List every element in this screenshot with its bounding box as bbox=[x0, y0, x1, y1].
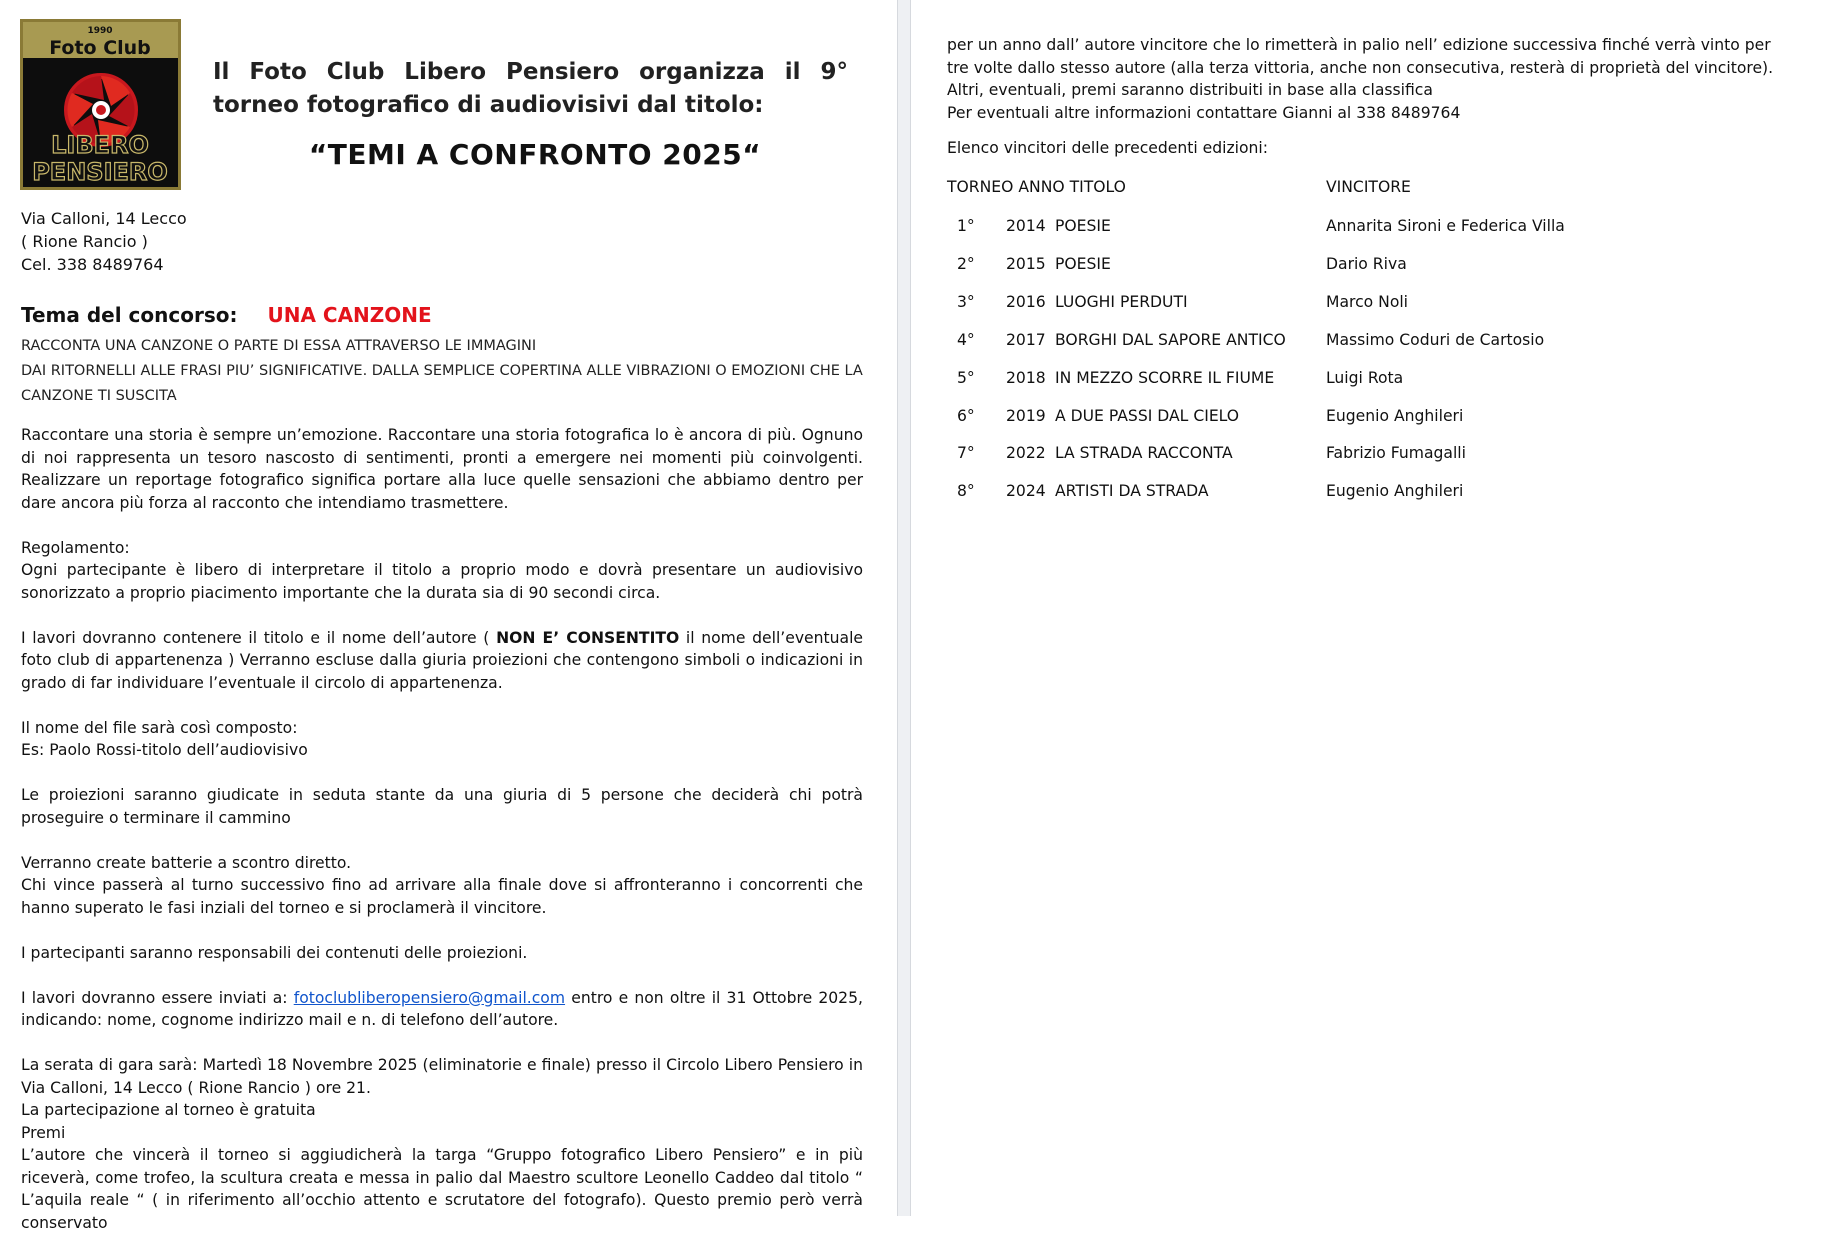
edition-winner: Massimo Coduri de Cartosio bbox=[1326, 331, 1545, 349]
foto-club-logo bbox=[20, 19, 181, 190]
send-text-a: I lavori dovranno essere inviati a: bbox=[21, 988, 294, 1007]
edition-number: 8° bbox=[957, 482, 975, 500]
edition-number: 5° bbox=[957, 369, 975, 387]
send-text-b: entro e non oltre il 31 Ottobre 2025, indicando: nome, cognome indirizzo mail e n. di telefono dell’autore. bbox=[21, 988, 863, 1029]
intro-paragraph: Raccontare una storia è sempre un’emozione. Raccontare una storia fotografica lo è ancora di più. Ognuno di noi rappresenta un tesoro nascosto di sentimenti, pronti a emergere nei momenti più coinvolgenti. Realizzare un reportage fotografico significa portare alla luce quelle sensazioni che abbiamo dentro per dare ancora più forza al racconto che intendiamo trasmettere. bbox=[21, 426, 863, 512]
edition-number: 1° bbox=[957, 217, 975, 235]
battles-line: Verranno create batterie a scontro diretto. bbox=[21, 853, 352, 872]
send-paragraph bbox=[21, 987, 863, 1032]
edition-winner: Eugenio Anghileri bbox=[1326, 407, 1464, 425]
winners-intro: Elenco vincitori delle precedenti edizioni: bbox=[947, 139, 1269, 157]
edition-title: LUOGHI PERDUTI bbox=[1055, 293, 1188, 311]
edition-title: IN MEZZO SCORRE IL FIUME bbox=[1055, 369, 1275, 387]
theme-desc-line: DAI RITORNELLI ALLE FRASI PIU’ SIGNIFICATIVE. DALLA SEMPLICE COPERTINA ALLE VIBRAZIONI O EMOZIONI CHE LA CANZONE TI SUSCITA bbox=[21, 363, 863, 404]
contact-line: Per eventuali altre informazioni contattare Gianni al 338 8489764 bbox=[947, 103, 1461, 122]
continuation-paragraph: per un anno dall’ autore vincitore che lo rimetterà in palio nell’ edizione successiva finché verrà vinto per tre volte dallo stesso autore (alla terza vittoria, anche non consecutiva, resterà di proprietà del vincitore). bbox=[947, 36, 1774, 77]
edition-year: 2015 bbox=[1006, 255, 1046, 273]
edition-number: 6° bbox=[957, 407, 975, 425]
edition-year: 2017 bbox=[1006, 331, 1046, 349]
logo-year: 1990 bbox=[87, 26, 113, 36]
logo-top-text: Foto Club bbox=[49, 37, 151, 59]
logo-line2: PENSIERO bbox=[32, 158, 168, 186]
edition-year: 2016 bbox=[1006, 293, 1046, 311]
edition-number: 4° bbox=[957, 331, 975, 349]
edition-winner: Eugenio Anghileri bbox=[1326, 482, 1464, 500]
left-body-text bbox=[21, 424, 863, 1234]
page-gutter bbox=[897, 0, 911, 1216]
edition-title: POESIE bbox=[1055, 255, 1111, 273]
logo-line1: LIBERO bbox=[51, 131, 149, 159]
file-title: Il nome del file sarà così composto: bbox=[21, 718, 298, 737]
free-line: La partecipazione al torneo è gratuita bbox=[21, 1101, 316, 1119]
theme-value: UNA CANZONE bbox=[267, 303, 432, 327]
edition-winner: Annarita Sironi e Federica Villa bbox=[1326, 217, 1565, 235]
edition-year: 2024 bbox=[1006, 482, 1046, 500]
edition-winner: Marco Noli bbox=[1326, 293, 1409, 311]
edition-winner: Dario Riva bbox=[1326, 255, 1407, 273]
table-header-right: VINCITORE bbox=[1326, 178, 1411, 196]
edition-year: 2022 bbox=[1006, 444, 1046, 462]
email-link[interactable]: fotoclubliberopensiero@gmail.com bbox=[293, 988, 566, 1007]
edition-year: 2018 bbox=[1006, 369, 1046, 387]
intro-heading: Il Foto Club Libero Pensiero organizza il 9° torneo fotografico di audiovisivi dal titolo: bbox=[213, 59, 848, 118]
works-bold: NON E’ CONSENTITO bbox=[496, 628, 680, 647]
edition-title: A DUE PASSI DAL CIELO bbox=[1055, 407, 1240, 425]
responsibility-paragraph: I partecipanti saranno responsabili dei contenuti delle proiezioni. bbox=[21, 943, 528, 962]
rules-title: Regolamento: bbox=[21, 538, 130, 557]
edition-winner: Fabrizio Fumagalli bbox=[1326, 444, 1466, 462]
file-example: Es: Paolo Rossi-titolo dell’audiovisivo bbox=[21, 741, 308, 759]
rules-paragraph: Ogni partecipante è libero di interpretare il titolo a proprio modo e dovrà presentare un audiovisivo sonorizzato a proprio piacimento importante che la durata sia di 90 secondi circa. bbox=[21, 561, 863, 602]
edition-year: 2019 bbox=[1006, 407, 1046, 425]
edition-title: ARTISTI DA STRADA bbox=[1055, 482, 1209, 500]
edition-title: BORGHI DAL SAPORE ANTICO bbox=[1055, 331, 1286, 349]
phone-line: Cel. 338 8489764 bbox=[21, 255, 164, 274]
theme-desc-line: RACCONTA UNA CANZONE O PARTE DI ESSA ATTRAVERSO LE IMMAGINI bbox=[21, 338, 537, 354]
works-text-a: I lavori dovranno contenere il titolo e il nome dell’autore ( bbox=[21, 628, 497, 647]
theme-label: Tema del concorso: bbox=[21, 303, 238, 327]
address-line: Via Calloni, 14 Lecco bbox=[21, 209, 187, 228]
edition-number: 3° bbox=[957, 293, 975, 311]
evening-paragraph: La serata di gara sarà: Martedì 18 Novembre 2025 (eliminatorie e finale) presso il Circolo Libero Pensiero in Via Calloni, 14 Lecco ( Rione Rancio ) ore 21. bbox=[21, 1056, 863, 1097]
edition-title: LA STRADA RACCONTA bbox=[1055, 444, 1233, 462]
edition-number: 2° bbox=[957, 255, 975, 273]
edition-number: 7° bbox=[957, 444, 975, 462]
jury-paragraph: Le proiezioni saranno giudicate in seduta stante da una giuria di 5 persone che deciderà chi potrà proseguire o terminare il cammino bbox=[21, 786, 863, 827]
address-block bbox=[21, 207, 187, 276]
edition-winner: Luigi Rota bbox=[1326, 369, 1404, 387]
prizes-title: Premi bbox=[21, 1123, 66, 1142]
table-header-left: TORNEO ANNO TITOLO bbox=[947, 178, 1126, 196]
address-line: ( Rione Rancio ) bbox=[21, 232, 148, 251]
edition-year: 2014 bbox=[1006, 217, 1046, 235]
page-title: “TEMI A CONFRONTO 2025“ bbox=[308, 138, 762, 171]
edition-title: POESIE bbox=[1055, 217, 1111, 235]
theme-description bbox=[21, 334, 871, 409]
logo-graphic bbox=[23, 22, 178, 187]
works-paragraph bbox=[21, 627, 863, 695]
right-body-text bbox=[947, 34, 1797, 124]
prizes-paragraph: L’autore che vincerà il torneo si aggiudicherà la targa “Gruppo fotografico Libero Pensiero” e in più riceverà, come trofeo, la scultura creata e messa in palio dal Maestro scultore Leonello Caddeo dal titolo “ L’aquila reale “ ( in riferimento all’occhio attento e scrutatore del fotografo). Questo premio però verrà conservato bbox=[21, 1146, 863, 1232]
other-prizes-line: Altri, eventuali, premi saranno distribuiti in base alla classifica bbox=[947, 81, 1433, 99]
theme-heading bbox=[21, 303, 432, 327]
works-text-b: il nome dell’eventuale foto club di appartenenza ) Verranno escluse dalla giuria proiezioni che contengono simboli o indicazioni in grado di far individuare l’eventuale il circolo di appartenenza. bbox=[21, 628, 864, 692]
battles-paragraph: Chi vince passerà al turno successivo fino ad arrivare alla finale dove si affronteranno i concorrenti che hanno superato le fasi inziali del torneo e si proclamerà il vincitore. bbox=[21, 876, 863, 917]
